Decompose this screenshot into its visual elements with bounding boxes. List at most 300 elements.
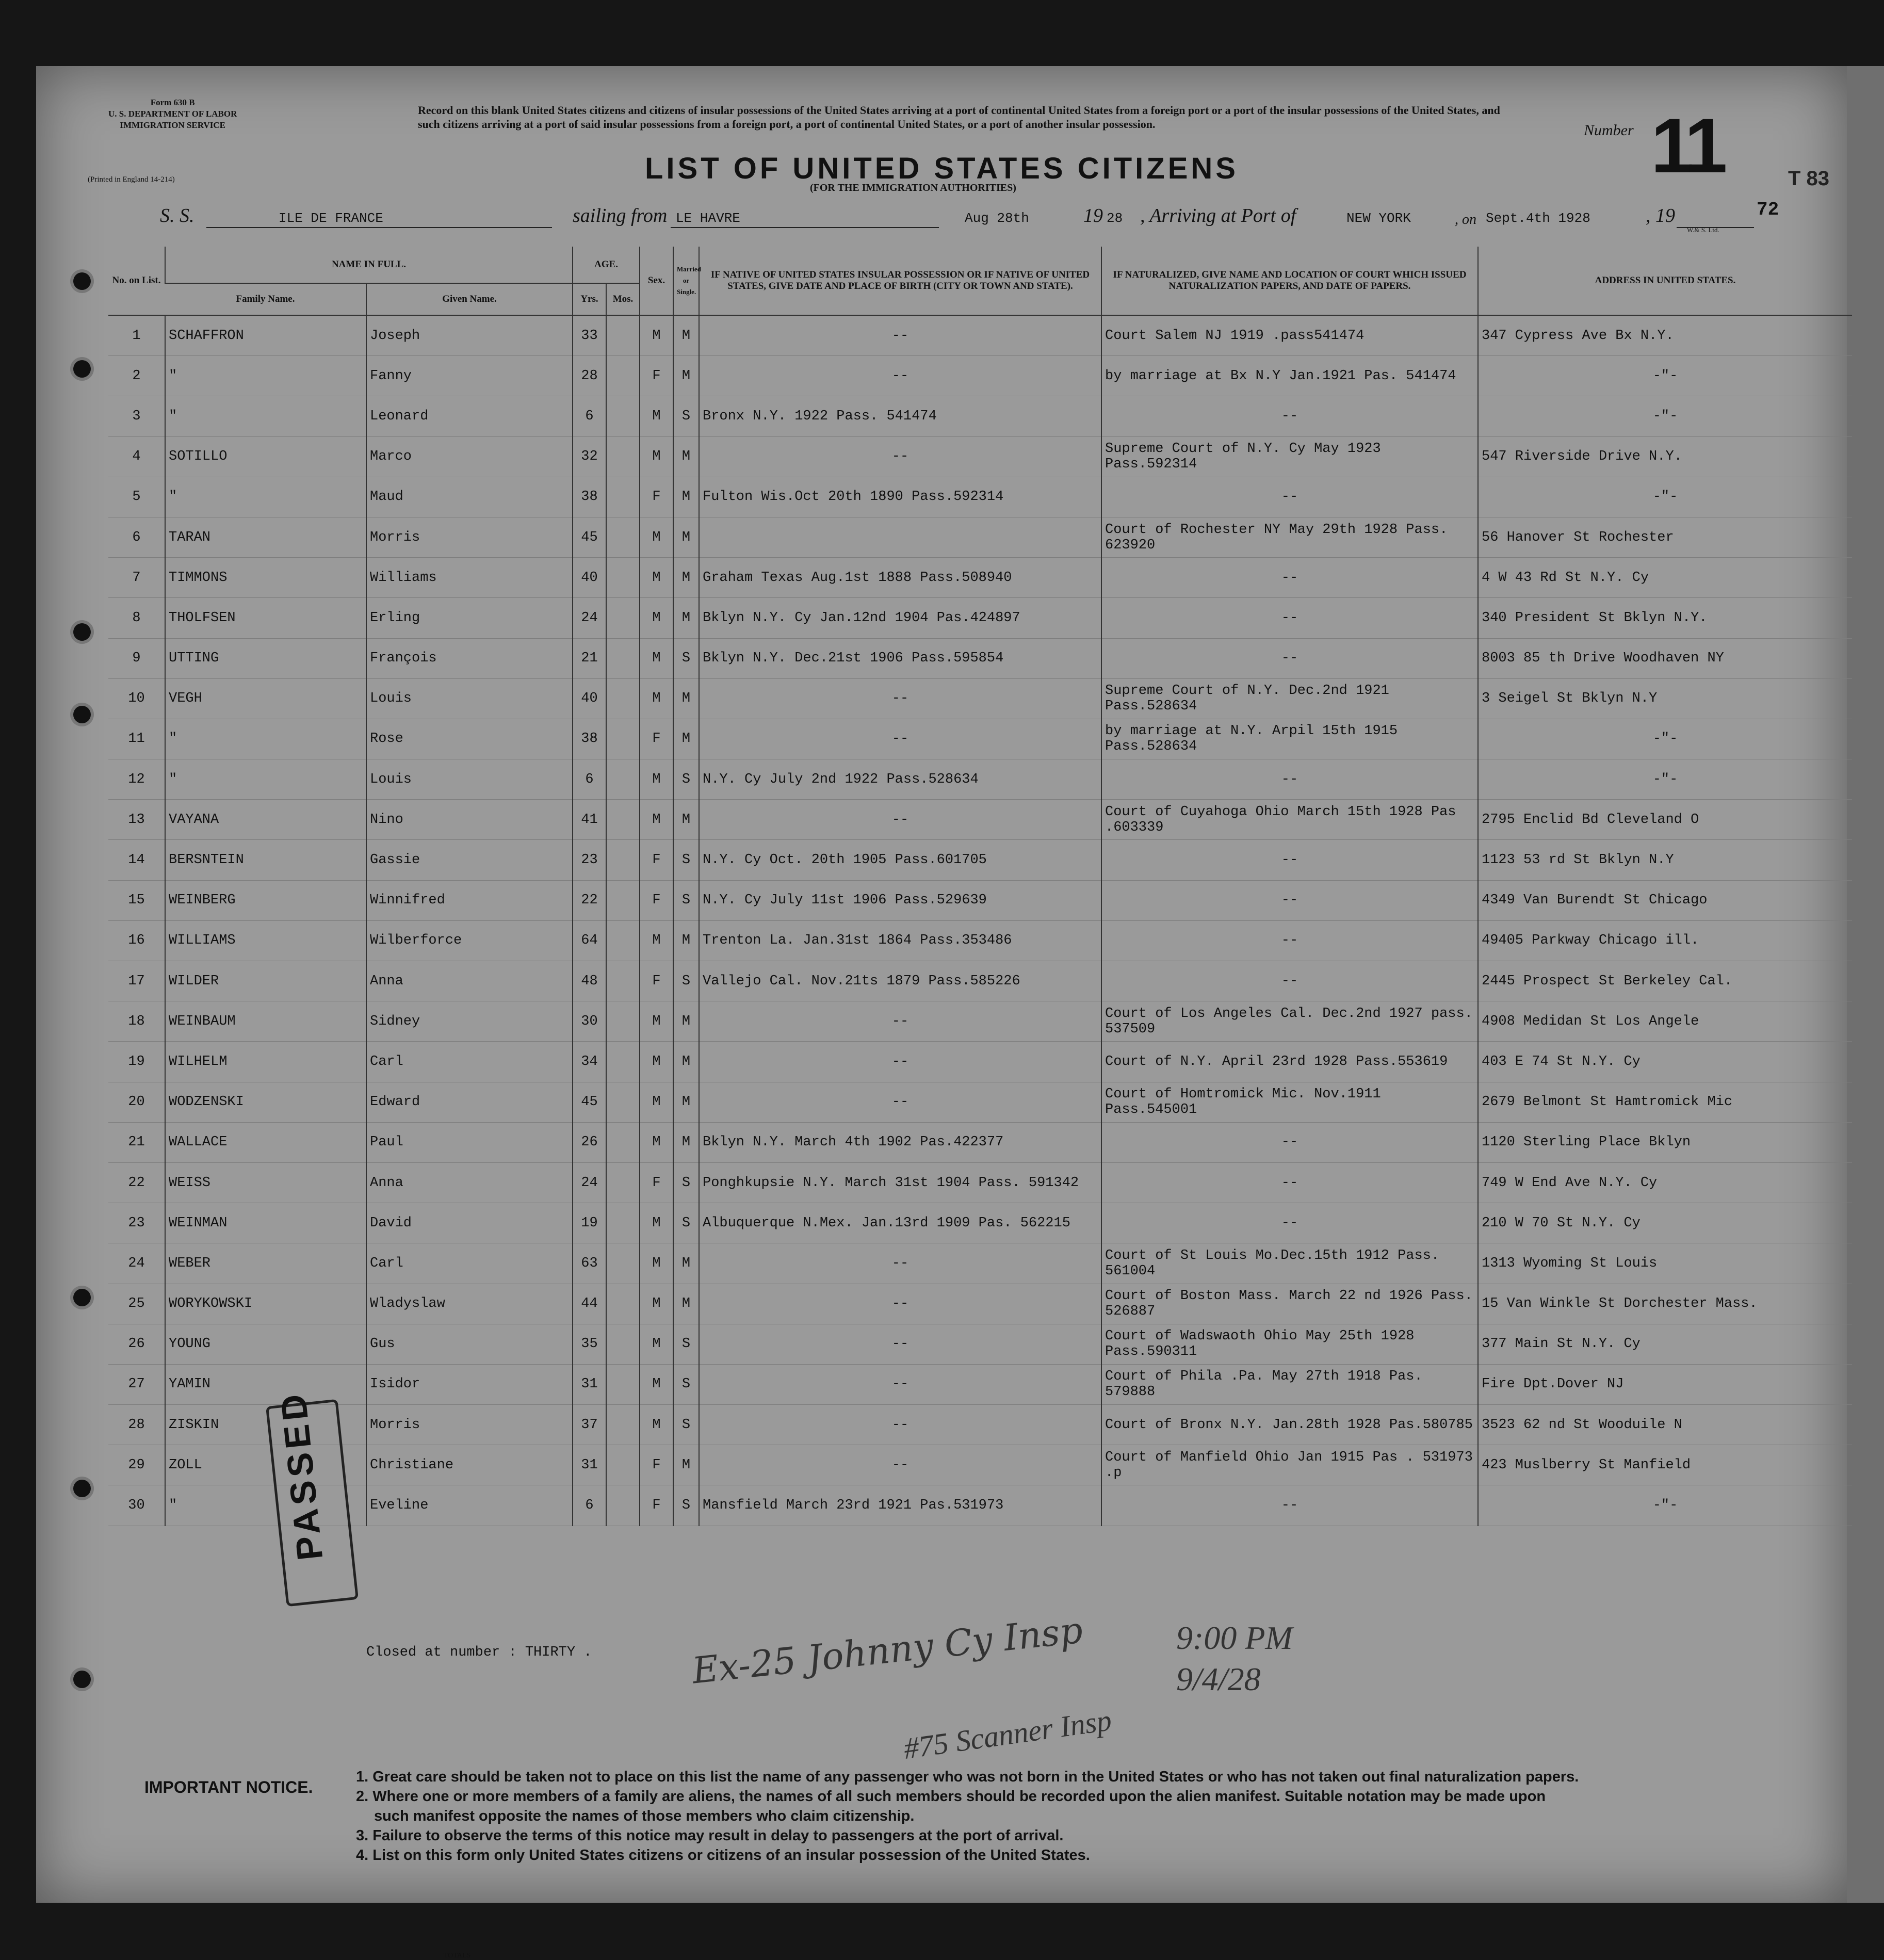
binding-hole xyxy=(73,1671,91,1688)
given-name: Louis xyxy=(366,678,573,719)
age-years: 6 xyxy=(573,396,606,436)
table-row xyxy=(108,517,1852,557)
given-name: Marco xyxy=(366,436,573,477)
naturalization-info: -- xyxy=(1101,920,1478,961)
age-years: 23 xyxy=(573,840,606,880)
marital-status: M xyxy=(673,517,699,557)
record-instructions: Record on this blank United States citizens and citizens of insular possessions of the United States arriving at a port of continental United States from a foreign port or a port of the insular possessions of the United States, and such citizens arriving at a port of said insular possessions from a foreign port, a port of continental United States, or a port of another insular possession. xyxy=(418,104,1500,131)
family-name: THOLFSEN xyxy=(165,598,366,638)
given-name: Winnifred xyxy=(366,880,573,920)
row-number: 4 xyxy=(108,436,165,477)
address: 2795 Enclid Bd Cleveland O xyxy=(1478,800,1852,840)
address: 423 Muslberry St Manfield xyxy=(1478,1445,1852,1485)
age-months xyxy=(606,1162,640,1203)
age-years: 34 xyxy=(573,1042,606,1082)
marital-status: S xyxy=(673,638,699,678)
naturalization-info: Supreme Court of N.Y. Cy May 1923 Pass.592314 xyxy=(1101,436,1478,477)
col-married: Married or Single. xyxy=(673,247,699,315)
naturalization-info: -- xyxy=(1101,759,1478,800)
binding-hole xyxy=(73,1289,91,1306)
given-name: Wilberforce xyxy=(366,920,573,961)
row-number: 21 xyxy=(108,1122,165,1162)
age-years: 21 xyxy=(573,638,606,678)
marital-status: M xyxy=(673,1284,699,1324)
naturalization-info: Court Salem NJ 1919 .pass541474 xyxy=(1101,315,1478,356)
age-months xyxy=(606,840,640,880)
family-name: " xyxy=(165,396,366,436)
manifest-sheet xyxy=(36,66,1847,1959)
col-birth: IF NATIVE OF UNITED STATES INSULAR POSSESSION OR IF NATIVE OF UNITED STATES, GIVE DATE AND PLACE OF BIRTH (CITY OR TOWN AND STATE). xyxy=(699,247,1101,315)
sex: M xyxy=(640,678,673,719)
age-years: 28 xyxy=(573,356,606,396)
address: Fire Dpt.Dover NJ xyxy=(1478,1364,1852,1404)
age-months xyxy=(606,800,640,840)
given-name: Williams xyxy=(366,558,573,598)
age-months xyxy=(606,920,640,961)
given-name: Leonard xyxy=(366,396,573,436)
row-number: 29 xyxy=(108,1445,165,1485)
row-number: 2 xyxy=(108,356,165,396)
naturalization-info: -- xyxy=(1101,558,1478,598)
given-name: Anna xyxy=(366,961,573,1001)
stamp-text: PASSED xyxy=(272,1388,331,1563)
table-row xyxy=(108,1042,1852,1082)
family-name: WILDER xyxy=(165,961,366,1001)
address: 4 W 43 Rd St N.Y. Cy xyxy=(1478,558,1852,598)
page-number: 72 xyxy=(1757,199,1779,220)
address: 8003 85 th Drive Woodhaven NY xyxy=(1478,638,1852,678)
sex: F xyxy=(640,719,673,759)
naturalization-info: -- xyxy=(1101,638,1478,678)
sex: M xyxy=(640,1042,673,1082)
family-name: WEISS xyxy=(165,1162,366,1203)
service-name: IMMIGRATION SERVICE xyxy=(120,120,225,130)
totals-label: TOTALS xyxy=(444,1952,471,1959)
naturalization-info: Court of Bronx N.Y. Jan.28th 1928 Pas.580785 xyxy=(1101,1405,1478,1445)
given-name: Edward xyxy=(366,1082,573,1122)
notice-item-2-cont: such manifest opposite the names of those members who claim citizenship. xyxy=(374,1808,915,1824)
age-months xyxy=(606,517,640,557)
address: 2445 Prospect St Berkeley Cal. xyxy=(1478,961,1852,1001)
birth-info: -- xyxy=(699,1364,1101,1404)
sex: F xyxy=(640,840,673,880)
notice-title: IMPORTANT NOTICE. xyxy=(144,1778,313,1796)
naturalization-info: Court of Phila .Pa. May 27th 1918 Pas. 579888 xyxy=(1101,1364,1478,1404)
family-name: WILLIAMS xyxy=(165,920,366,961)
age-years: 33 xyxy=(573,315,606,356)
birth-info: -- xyxy=(699,1042,1101,1082)
binding-hole xyxy=(73,360,91,378)
birth-info: -- xyxy=(699,1243,1101,1284)
ship-name: ILE DE FRANCE xyxy=(279,210,383,226)
address: 2679 Belmont St Hamtromick Mic xyxy=(1478,1082,1852,1122)
age-months xyxy=(606,1243,640,1284)
sex: M xyxy=(640,315,673,356)
age-months xyxy=(606,1042,640,1082)
row-number: 24 xyxy=(108,1243,165,1284)
given-name: Fanny xyxy=(366,356,573,396)
row-number: 15 xyxy=(108,880,165,920)
address: -"- xyxy=(1478,356,1852,396)
page-title: LIST OF UNITED STATES CITIZENS xyxy=(645,152,1239,185)
table-row xyxy=(108,1485,1852,1526)
naturalization-info: Court of N.Y. April 23rd 1928 Pass.553619 xyxy=(1101,1042,1478,1082)
arrival-on-label: , on xyxy=(1455,212,1476,228)
table-row xyxy=(108,638,1852,678)
given-name: Christiane xyxy=(366,1445,573,1485)
family-name: WALLACE xyxy=(165,1122,366,1162)
notice-item-1: 1. Great care should be taken not to place on this list the name of any passenger who was not born in the United States or who has not taken out final naturalization papers. xyxy=(356,1769,1579,1785)
arrival-port: NEW YORK xyxy=(1346,210,1411,226)
address: -"- xyxy=(1478,1485,1852,1526)
age-months xyxy=(606,1445,640,1485)
age-years: 48 xyxy=(573,961,606,1001)
marital-status: S xyxy=(673,396,699,436)
table-row xyxy=(108,880,1852,920)
age-years: 35 xyxy=(573,1324,606,1364)
address: 4908 Medidan St Los Angele xyxy=(1478,1001,1852,1042)
age-years: 64 xyxy=(573,920,606,961)
row-number: 11 xyxy=(108,719,165,759)
list-number: 11 xyxy=(1651,102,1723,189)
binding-hole xyxy=(73,623,91,641)
table-row xyxy=(108,759,1852,800)
birth-info: Fulton Wis.Oct 20th 1890 Pass.592314 xyxy=(699,477,1101,517)
birth-info: Graham Texas Aug.1st 1888 Pass.508940 xyxy=(699,558,1101,598)
row-number: 30 xyxy=(108,1485,165,1526)
row-number: 7 xyxy=(108,558,165,598)
age-years: 30 xyxy=(573,1001,606,1042)
binding-hole xyxy=(73,1480,91,1497)
sex: M xyxy=(640,396,673,436)
given-name: Erling xyxy=(366,598,573,638)
given-name: Nino xyxy=(366,800,573,840)
age-months xyxy=(606,1405,640,1445)
birth-info: -- xyxy=(699,1284,1101,1324)
address: 3 Seigel St Bklyn N.Y xyxy=(1478,678,1852,719)
age-years: 24 xyxy=(573,598,606,638)
naturalization-info: -- xyxy=(1101,477,1478,517)
marital-status: S xyxy=(673,1364,699,1404)
inspection-date: 9/4/28 xyxy=(1176,1661,1261,1697)
given-name: David xyxy=(366,1203,573,1243)
given-name: Carl xyxy=(366,1042,573,1082)
address: -"- xyxy=(1478,719,1852,759)
birth-info: -- xyxy=(699,315,1101,356)
row-number: 17 xyxy=(108,961,165,1001)
age-years: 40 xyxy=(573,558,606,598)
naturalization-info: -- xyxy=(1101,1122,1478,1162)
birth-info: -- xyxy=(699,356,1101,396)
family-name: SCHAFFRON xyxy=(165,315,366,356)
sailing-from-label: sailing from xyxy=(573,205,668,226)
birth-info: Ponghkupsie N.Y. March 31st 1904 Pass. 591342 xyxy=(699,1162,1101,1203)
row-number: 25 xyxy=(108,1284,165,1324)
table-row xyxy=(108,396,1852,436)
address: 1313 Wyoming St Louis xyxy=(1478,1243,1852,1284)
naturalization-info: Court of Rochester NY May 29th 1928 Pass. 623920 xyxy=(1101,517,1478,557)
age-months xyxy=(606,477,640,517)
table-row xyxy=(108,719,1852,759)
table-row xyxy=(108,1324,1852,1364)
naturalization-info: Court of Homtromick Mic. Nov.1911 Pass.545001 xyxy=(1101,1082,1478,1122)
address: 49405 Parkway Chicago ill. xyxy=(1478,920,1852,961)
naturalization-info: -- xyxy=(1101,396,1478,436)
given-name: Sidney xyxy=(366,1001,573,1042)
sex: M xyxy=(640,598,673,638)
birth-info: Mansfield March 23rd 1921 Pas.531973 xyxy=(699,1485,1101,1526)
family-name: SOTILLO xyxy=(165,436,366,477)
sex: F xyxy=(640,1162,673,1203)
marital-status: S xyxy=(673,759,699,800)
row-number: 6 xyxy=(108,517,165,557)
marital-status: M xyxy=(673,1445,699,1485)
address: 1120 Sterling Place Bklyn xyxy=(1478,1122,1852,1162)
sex: F xyxy=(640,961,673,1001)
family-name: WILHELM xyxy=(165,1042,366,1082)
department-name: U. S. DEPARTMENT OF LABOR xyxy=(108,109,237,119)
naturalization-info: Court of Manfield Ohio Jan 1915 Pas . 531973 .p xyxy=(1101,1445,1478,1485)
age-months xyxy=(606,1485,640,1526)
birth-info: Vallejo Cal. Nov.21ts 1879 Pass.585226 xyxy=(699,961,1101,1001)
marital-status: S xyxy=(673,1485,699,1526)
form-number: Form 630 B xyxy=(150,98,195,107)
age-years: 38 xyxy=(573,477,606,517)
family-name: " xyxy=(165,477,366,517)
passenger-table xyxy=(108,247,1852,1526)
col-sex: Sex. xyxy=(640,247,673,315)
marital-status: M xyxy=(673,1001,699,1042)
sex: M xyxy=(640,1203,673,1243)
birth-info: N.Y. Cy July 11st 1906 Pass.529639 xyxy=(699,880,1101,920)
age-months xyxy=(606,1122,640,1162)
row-number: 3 xyxy=(108,396,165,436)
family-name: " xyxy=(165,719,366,759)
birth-info: -- xyxy=(699,1405,1101,1445)
row-number: 14 xyxy=(108,840,165,880)
given-name: Rose xyxy=(366,719,573,759)
binding-hole xyxy=(73,706,91,723)
given-name: Morris xyxy=(366,1405,573,1445)
family-name: UTTING xyxy=(165,638,366,678)
address: 403 E 74 St N.Y. Cy xyxy=(1478,1042,1852,1082)
age-months xyxy=(606,1364,640,1404)
sex: F xyxy=(640,477,673,517)
sex: M xyxy=(640,920,673,961)
birth-info: N.Y. Cy July 2nd 1922 Pass.528634 xyxy=(699,759,1101,800)
family-name: WEBER xyxy=(165,1243,366,1284)
birth-info: Albuquerque N.Mex. Jan.13rd 1909 Pas. 562215 xyxy=(699,1203,1101,1243)
naturalization-info: Court of St Louis Mo.Dec.15th 1912 Pass. 561004 xyxy=(1101,1243,1478,1284)
age-years: 45 xyxy=(573,1082,606,1122)
closed-at-number: Closed at number : THIRTY . xyxy=(366,1645,592,1660)
age-years: 45 xyxy=(573,517,606,557)
naturalization-info: Court of Wadswaoth Ohio May 25th 1928 Pass.590311 xyxy=(1101,1324,1478,1364)
sex: F xyxy=(640,356,673,396)
marital-status: S xyxy=(673,840,699,880)
departure-date: Aug 28th xyxy=(965,210,1029,226)
col-naturalized: IF NATURALIZED, GIVE NAME AND LOCATION OF COURT WHICH ISSUED NATURALIZATION PAPERS, AND DATE OF PAPERS. xyxy=(1101,247,1478,315)
row-number: 5 xyxy=(108,477,165,517)
marital-status: M xyxy=(673,1243,699,1284)
birth-info: -- xyxy=(699,719,1101,759)
family-name: WODZENSKI xyxy=(165,1082,366,1122)
marital-status: M xyxy=(673,436,699,477)
family-name: " xyxy=(165,356,366,396)
naturalization-info: -- xyxy=(1101,1485,1478,1526)
row-number: 13 xyxy=(108,800,165,840)
naturalization-info: -- xyxy=(1101,598,1478,638)
sex: M xyxy=(640,759,673,800)
age-months xyxy=(606,1203,640,1243)
family-name: TARAN xyxy=(165,517,366,557)
table-row xyxy=(108,1162,1852,1203)
sex: M xyxy=(640,1405,673,1445)
address: 1123 53 rd St Bklyn N.Y xyxy=(1478,840,1852,880)
birth-info: -- xyxy=(699,1445,1101,1485)
table-row xyxy=(108,436,1852,477)
col-address: ADDRESS IN UNITED STATES. xyxy=(1478,247,1852,315)
address: 377 Main St N.Y. Cy xyxy=(1478,1324,1852,1364)
marital-status: M xyxy=(673,598,699,638)
birth-info: Bklyn N.Y. Cy Jan.12nd 1904 Pas.424897 xyxy=(699,598,1101,638)
age-months xyxy=(606,1284,640,1324)
table-row xyxy=(108,1445,1852,1485)
family-name: VAYANA xyxy=(165,800,366,840)
age-months xyxy=(606,719,640,759)
marital-status: S xyxy=(673,1162,699,1203)
row-number: 1 xyxy=(108,315,165,356)
inspection-time: 9:00 PM xyxy=(1176,1619,1293,1656)
scanner-signature: #75 Scanner Insp xyxy=(901,1703,1114,1765)
birth-info: Bklyn N.Y. March 4th 1902 Pas.422377 xyxy=(699,1122,1101,1162)
address: -"- xyxy=(1478,396,1852,436)
year-prefix: 19 xyxy=(1083,205,1103,226)
number-label: Number xyxy=(1584,122,1634,139)
given-name: Morris xyxy=(366,517,573,557)
marital-status: M xyxy=(673,1042,699,1082)
address: 547 Riverside Drive N.Y. xyxy=(1478,436,1852,477)
notice-item-2: 2. Where one or more members of a family are aliens, the names of all such members should be recorded upon the alien manifest. Suitable notation may be made upon xyxy=(356,1788,1546,1805)
marital-status: M xyxy=(673,800,699,840)
col-name-in-full: NAME IN FULL. xyxy=(165,247,573,283)
table-row xyxy=(108,920,1852,961)
col-given-name: Given Name. xyxy=(366,283,573,315)
age-years: 40 xyxy=(573,678,606,719)
sex: M xyxy=(640,1001,673,1042)
arriving-label: , Arriving at Port of xyxy=(1140,205,1296,226)
given-name: Gus xyxy=(366,1324,573,1364)
sailing-port: LE HAVRE xyxy=(676,210,740,226)
birth-info: -- xyxy=(699,436,1101,477)
age-months xyxy=(606,880,640,920)
age-months xyxy=(606,436,640,477)
sex: F xyxy=(640,880,673,920)
given-name: Eveline xyxy=(366,1485,573,1526)
age-years: 63 xyxy=(573,1243,606,1284)
address: 210 W 70 St N.Y. Cy xyxy=(1478,1203,1852,1243)
table-row xyxy=(108,800,1852,840)
table-row xyxy=(108,1082,1852,1122)
sex: F xyxy=(640,1485,673,1526)
age-years: 6 xyxy=(573,1485,606,1526)
marital-status: S xyxy=(673,880,699,920)
marital-status: M xyxy=(673,1082,699,1122)
naturalization-info: -- xyxy=(1101,1203,1478,1243)
naturalization-info: Court of Boston Mass. March 22 nd 1926 Pass. 526887 xyxy=(1101,1284,1478,1324)
sex: M xyxy=(640,1122,673,1162)
sex: M xyxy=(640,558,673,598)
table-row xyxy=(108,1243,1852,1284)
ss-label: S. S. xyxy=(160,205,194,226)
address: -"- xyxy=(1478,477,1852,517)
printer-mark: W.& S. Ltd. xyxy=(1687,226,1719,234)
given-name: Isidor xyxy=(366,1364,573,1404)
marital-status: M xyxy=(673,315,699,356)
age-years: 26 xyxy=(573,1122,606,1162)
row-number: 8 xyxy=(108,598,165,638)
marital-status: M xyxy=(673,719,699,759)
marital-status: S xyxy=(673,961,699,1001)
family-name: BERSNTEIN xyxy=(165,840,366,880)
family-name: WEINBAUM xyxy=(165,1001,366,1042)
given-name: Anna xyxy=(366,1162,573,1203)
age-months xyxy=(606,396,640,436)
sex: M xyxy=(640,1243,673,1284)
family-name: " xyxy=(165,759,366,800)
given-name: Carl xyxy=(366,1243,573,1284)
table-row xyxy=(108,315,1852,356)
edge-mark: T 83 xyxy=(1788,167,1830,190)
birth-info: Bklyn N.Y. Dec.21st 1906 Pass.595854 xyxy=(699,638,1101,678)
sex: M xyxy=(640,800,673,840)
family-name: WEINBERG xyxy=(165,880,366,920)
marital-status: M xyxy=(673,920,699,961)
age-years: 24 xyxy=(573,1162,606,1203)
given-name: Gassie xyxy=(366,840,573,880)
table-row xyxy=(108,477,1852,517)
given-name: Louis xyxy=(366,759,573,800)
table-row xyxy=(108,1284,1852,1324)
table-row xyxy=(108,1405,1852,1445)
family-name: ZISKIN xyxy=(165,1405,366,1445)
marital-status: M xyxy=(673,1122,699,1162)
inspector-signature: Ex-25 Johnny Cy Insp xyxy=(690,1609,1085,1692)
age-months xyxy=(606,1001,640,1042)
address: 56 Hanover St Rochester xyxy=(1478,517,1852,557)
departure-year: 28 xyxy=(1107,210,1123,226)
age-months xyxy=(606,961,640,1001)
age-months xyxy=(606,315,640,356)
birth-info: Bronx N.Y. 1922 Pass. 541474 xyxy=(699,396,1101,436)
birth-info: -- xyxy=(699,1001,1101,1042)
col-no: No. on List. xyxy=(108,247,165,315)
age-years: 44 xyxy=(573,1284,606,1324)
address: 4349 Van Burendt St Chicago xyxy=(1478,880,1852,920)
birth-info xyxy=(699,517,1101,557)
address: 15 Van Winkle St Dorchester Mass. xyxy=(1478,1284,1852,1324)
age-years: 37 xyxy=(573,1405,606,1445)
table-row xyxy=(108,840,1852,880)
sex: M xyxy=(640,517,673,557)
naturalization-info: by marriage at Bx N.Y Jan.1921 Pas. 541474 xyxy=(1101,356,1478,396)
marital-status: S xyxy=(673,1203,699,1243)
sex: M xyxy=(640,1284,673,1324)
naturalization-info: -- xyxy=(1101,1162,1478,1203)
sex: M xyxy=(640,1364,673,1404)
marital-status: M xyxy=(673,678,699,719)
birth-info: -- xyxy=(699,1082,1101,1122)
